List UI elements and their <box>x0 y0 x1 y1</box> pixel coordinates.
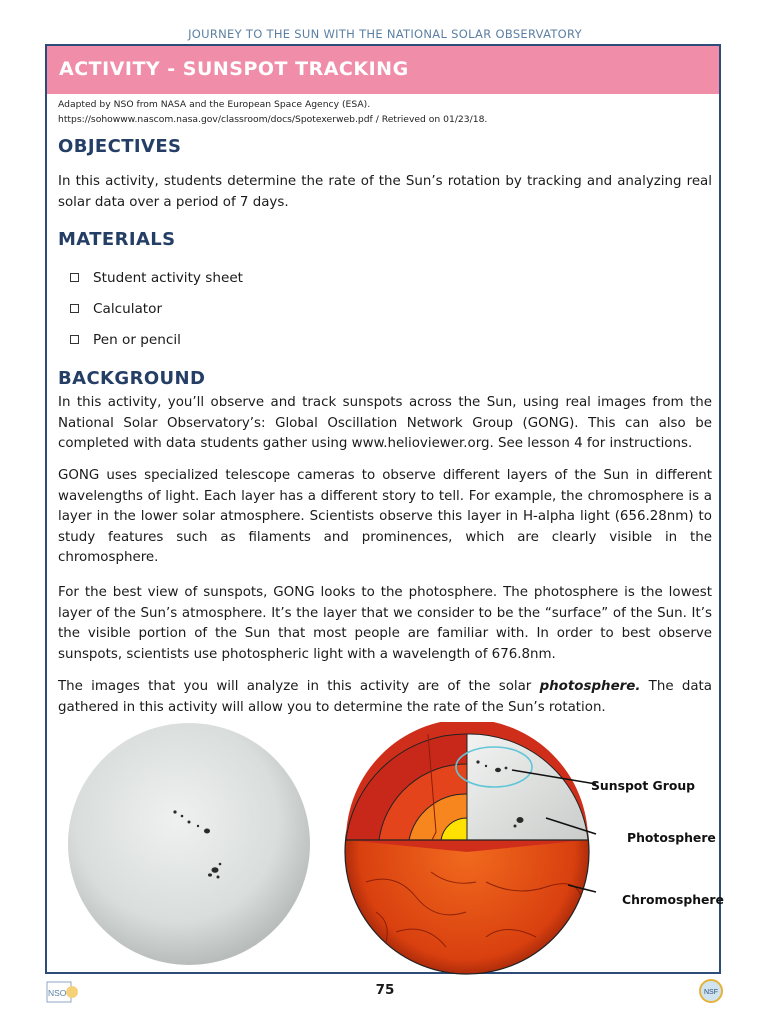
source-citation <box>58 97 487 127</box>
nsf-logo-text: NSF <box>704 989 718 996</box>
paragraph-4-text-end: The data gathered in this activity will allow you to determine the rate of the Sun’s rotation. <box>58 679 712 715</box>
list-item <box>70 262 243 293</box>
nsf-logo <box>698 978 724 1004</box>
background-paragraph-4 <box>58 677 712 718</box>
activity-title: ACTIVITY - SUNSPOT TRACKING <box>59 58 409 80</box>
source-line-2: https://sohowww.nascom.nasa.gov/classroom/docs/Spotexerweb.pdf / Retrieved on 01/23/18. <box>58 114 488 125</box>
title-banner <box>47 46 719 94</box>
running-header: JOURNEY TO THE SUN WITH THE NATIONAL SOLAR OBSERVATORY <box>188 27 582 41</box>
paragraph-4-text: The images that you will analyze in this activity are of the solar <box>58 679 540 694</box>
callout-sunspot-group: Sunspot Group <box>591 778 696 793</box>
objectives-heading: OBJECTIVES <box>58 136 182 157</box>
list-item <box>70 324 243 355</box>
list-item-label: Student activity sheet <box>93 269 244 286</box>
photosphere-image <box>58 722 320 966</box>
checkbox-icon <box>70 273 79 282</box>
list-item-label: Calculator <box>93 300 163 317</box>
nso-logo-text: NSO <box>48 988 67 998</box>
callout-photosphere: Photosphere <box>627 830 716 845</box>
list-item-label: Pen or pencil <box>93 331 181 348</box>
callout-chromosphere: Chromosphere <box>622 892 724 907</box>
background-paragraph-3: For the best view of sunspots, GONG looks to the photosphere. The photosphere is the lowest layer of the Sun’s atmosphere. It’s the layer that we consider to be the “surface” of the Sun. It’s the visible portion of the Sun that most people are familiar with. In order to best observe sunspots, scientists use photospheric light with a wavelength of 676.8nm. <box>58 585 712 662</box>
checkbox-icon <box>70 304 79 313</box>
materials-list <box>70 262 243 355</box>
background-heading: BACKGROUND <box>58 368 206 389</box>
photosphere-emphasis: photosphere. <box>539 679 641 694</box>
source-line-1: Adapted by NSO from NASA and the European Space Agency (ESA). <box>58 99 371 110</box>
objectives-text: In this activity, students determine the rate of the Sun’s rotation by tracking and analyzing real solar data over a period of 7 days. <box>58 174 712 210</box>
sun-layers-diagram <box>336 722 598 982</box>
page-number: 75 <box>375 982 395 998</box>
checkbox-icon <box>70 335 79 344</box>
background-paragraph-1: In this activity, you’ll observe and track sunspots across the Sun, using real images from the National Solar Observatory’s: Global Oscillation Network Group (GONG). This can also be completed with data students gather using www.helioviewer.org. See lesson 4 for instructions. <box>58 395 712 452</box>
materials-heading: MATERIALS <box>58 229 176 250</box>
list-item <box>70 293 243 324</box>
background-paragraph-2: GONG uses specialized telescope cameras to observe different layers of the Sun in different wavelengths of light. Each layer has a different story to tell. For example, the chromosphere is a layer in the lower solar atmosphere. Scientists observe this layer in H-alpha light (656.28nm) to study features such as filaments and prominences, which are clearly visible in the chromosphere. <box>58 468 712 566</box>
